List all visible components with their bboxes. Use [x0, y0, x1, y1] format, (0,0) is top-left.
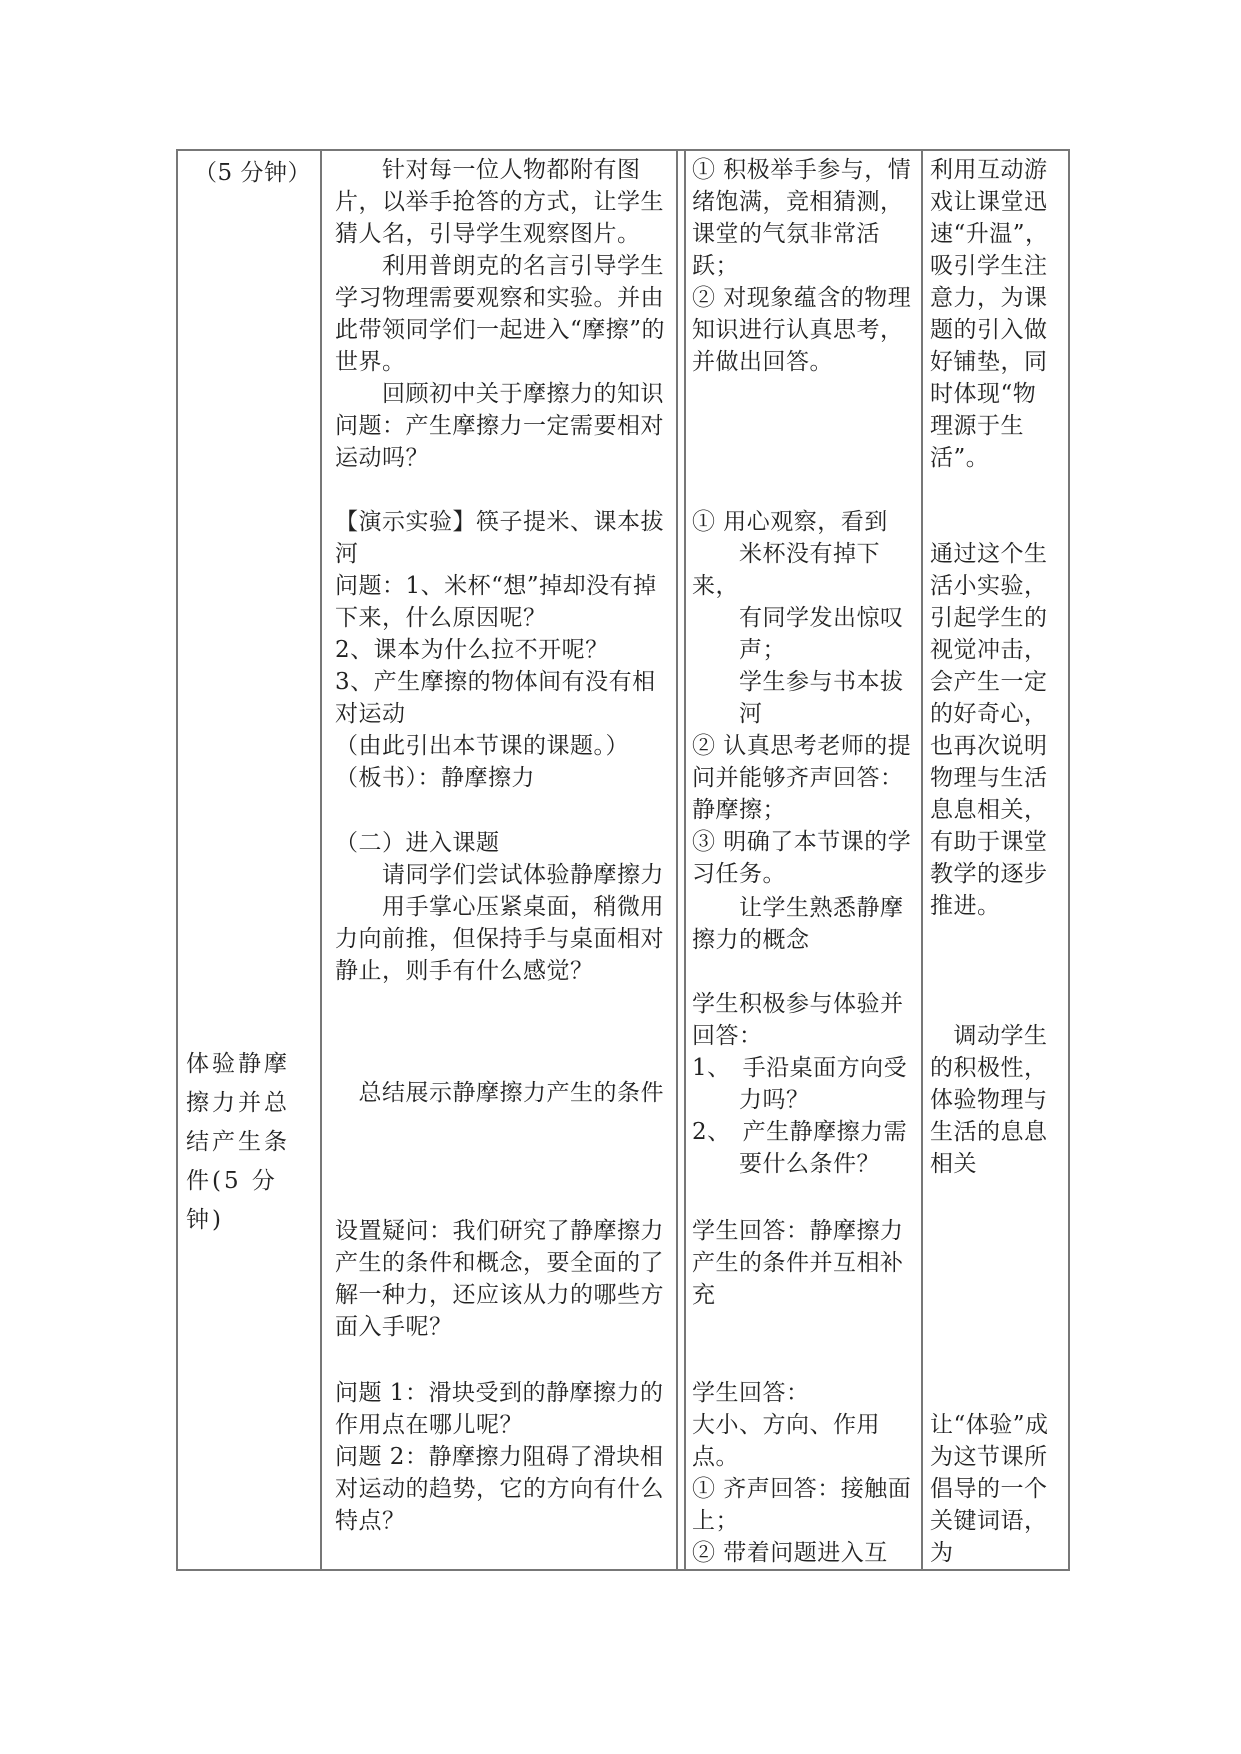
intent-text-warmup: 利用互动游戏让课堂迅速“升温”，吸引学生注意力，为课题的引入做好铺垫，同时体现“物理源于生活”。	[930, 157, 1049, 471]
teacher-text-summary: 总结展示静摩擦力产生的条件	[335, 1080, 664, 1106]
design-intent-cell	[922, 150, 1069, 1570]
teacher-text-problems: 问题 1：滑块受到的静摩擦力的作用点在哪儿呢？ 问题 2：静摩擦力阻碍了滑块相对运动的趋势，它的方向有什么特点？	[335, 1380, 664, 1534]
teacher-text-review: 回顾初中关于摩擦力的知识 问题：产生摩擦力一定需要相对运动吗？	[335, 381, 664, 471]
lesson-plan-table	[176, 149, 1070, 1571]
teacher-text-game: 针对每一位人物都附有图片，以举手抢答的方式，让学生猜人名，引导学生观察图片。	[335, 157, 664, 247]
intent-text-keyword: 让“体验”成为这节课所倡导的一个关键词语，为	[930, 1412, 1049, 1566]
teacher-text-enter-topic: （二）进入课题 请同学们尝试体验静摩擦力 用手掌心压紧桌面，稍微用力向前推，但保持手与桌面相对静止，则手有什么感觉？	[335, 830, 664, 984]
table-row	[177, 150, 1069, 1570]
student-text-participate: ① 积极举手参与，情绪饱满，竞相猜测，课堂的气氛非常活跃； ② 对现象蕴含的物理知识进行认真思考，并做出回答。	[692, 157, 912, 375]
teacher-text-planck: 利用普朗克的名言引导学生学习物理需要观察和实验。并由此带领同学们一起进入“摩擦”的世界。	[335, 253, 666, 375]
student-text-concept: 让学生熟悉静摩擦力的概念	[692, 895, 904, 953]
student-text-experience: 学生积极参与体验并回答： 1、 手沿桌面方向受 力吗？ 2、 产生静摩擦力需 要什么条件？	[692, 991, 908, 1177]
student-text-answer: 学生回答：静摩擦力产生的条件并互相补充	[692, 1218, 904, 1308]
stage-cell	[177, 150, 321, 1570]
intent-text-motivate: 调动学生的积极性，体验物理与生活的息息相关	[930, 1023, 1048, 1177]
student-activity-cell	[677, 150, 922, 1570]
stage-time-top: （5 分钟）	[194, 160, 311, 186]
teacher-text-demo: 【演示实验】筷子提米、课本拔河 问题：1、米杯“想”掉却没有掉下来，什么原因呢？ 2、课本为什么拉不开呢？ 3、产生摩擦的物体间有没有相对运动 （由此引出本节课的课题。） （板书）：静摩擦力	[335, 509, 664, 791]
intent-text-experiment: 通过这个生活小实验，引起学生的视觉冲击，会产生一定的好奇心，也再次说明物理与生活息息相关，有助于课堂教学的逐步推进。	[930, 541, 1048, 919]
teacher-text-question: 设置疑问：我们研究了静摩擦力产生的条件和概念，要全面的了解一种力，还应该从力的哪些方面入手呢？	[335, 1218, 664, 1340]
double-border-line	[684, 151, 686, 1569]
stage-title-experience: 体验静摩 擦力并总 结产生条 件(5 分钟)	[186, 1051, 290, 1233]
student-text-observe: ① 用心观察，看到 米杯没有掉下来， 有同学发出惊叹 声； 学生参与书本拔 河 ② 认真思考老师的提问并能够齐声回答：静摩擦； ③ 明确了本节课的学习任务。	[692, 509, 912, 887]
teacher-activity-cell	[321, 150, 677, 1570]
student-text-answer-2: 学生回答： 大小、方向、作用点。 ① 齐声回答：接触面上；	[692, 1380, 912, 1534]
student-text-interact: ② 带着问题进入互	[692, 1540, 888, 1566]
